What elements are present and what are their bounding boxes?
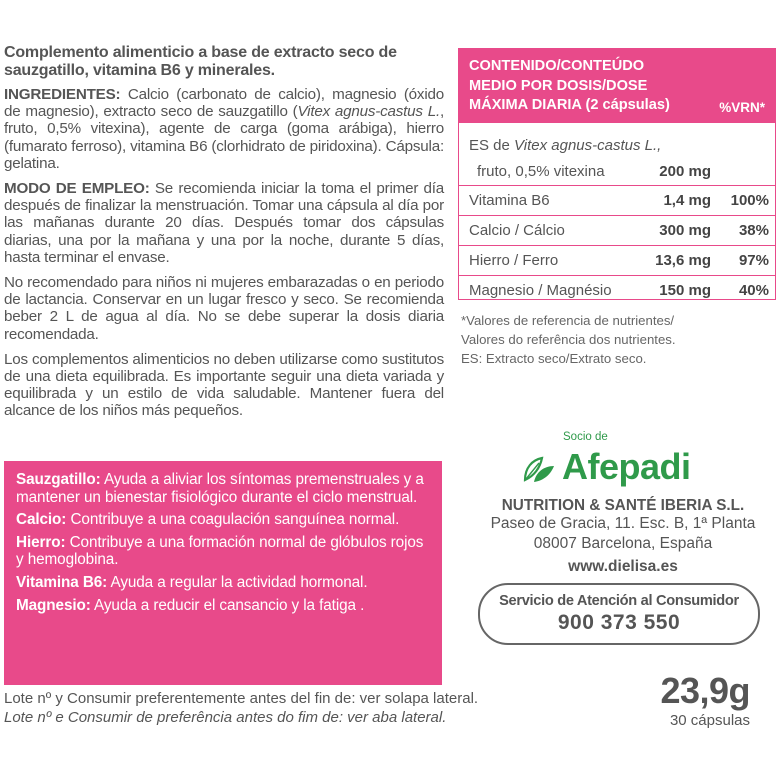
table-notes xyxy=(461,311,781,368)
company-address-line1: Paseo de Gracia, 11. Esc. B, 1ª Planta xyxy=(490,515,756,532)
row-amount: 13,6 mg xyxy=(655,252,711,269)
company-website: www.dielisa.es xyxy=(568,558,678,575)
benefit-term: Hierro: xyxy=(16,533,66,551)
ingredients-label: INGREDIENTES: xyxy=(4,86,121,103)
header-line: MÁXIMA DIARIA (2 cápsulas) xyxy=(469,97,670,113)
benefit-vitamina-b6 xyxy=(16,574,430,592)
batch-info-pt: Lote nº e Consumir de preferência antes do fim de: ver aba lateral. xyxy=(4,709,447,726)
ingredients-latin-name: Vitex agnus-castus L. xyxy=(297,103,440,121)
benefit-term: Magnesio: xyxy=(16,596,91,614)
batch-info-es: Lote nº y Consumir preferentemente antes del fin de: ver solapa lateral. xyxy=(4,690,479,707)
header-line: CONTENIDO/CONTEÚDO xyxy=(469,58,645,74)
net-weight: 23,9g xyxy=(660,670,750,711)
leaf-logo-icon xyxy=(522,452,556,484)
benefits-box xyxy=(4,461,442,685)
benefit-sauzgatillo xyxy=(16,471,430,506)
ingredients-text-b: , fruto, 0,5% vitexina), agente de carga (goma arábiga), hierro (fumarato ferroso), vitamina B6 (clorhidrato de piridoxina). Cápsula: gelatina. xyxy=(4,103,444,172)
partner-label: Socio de xyxy=(563,431,608,443)
row-percent: 97% xyxy=(738,252,769,269)
nutrition-table-header xyxy=(459,49,775,123)
benefit-hierro xyxy=(16,534,430,569)
row-amount: 300 mg xyxy=(659,222,711,239)
benefit-term: Calcio: xyxy=(16,511,67,529)
benefit-term: Sauzgatillo: xyxy=(16,471,101,488)
company-address-line2: 08007 Barcelona, España xyxy=(533,535,713,552)
note-line: Valores do referência dos nutrientes. xyxy=(461,332,676,347)
header-line: MEDIO POR DOSIS/DOSE xyxy=(469,77,648,94)
row-percent: 40% xyxy=(738,282,769,299)
usage-label: MODO DE EMPLEO: xyxy=(4,180,150,198)
usage-paragraph xyxy=(4,180,444,266)
row-amount: 1,4 mg xyxy=(663,192,711,209)
row-name-line2: fruto, 0,5% vitexina xyxy=(477,163,605,180)
ingredients-paragraph xyxy=(4,86,444,172)
warning-paragraph: No recomendado para niños ni mujeres embarazadas o en periodo de lactancia. Conservar en un lugar fresco y seco. Se recomienda beber 2 L de agua al día. No se debe superar la dosis diaria recomendada. xyxy=(4,274,444,343)
benefit-text: Contribuye a una formación normal de glóbulos rojos y hemoglobina. xyxy=(16,533,424,569)
customer-service-box xyxy=(478,583,760,645)
ingredients-text-a: Calcio (carbonato de calcio), magnesio (óxido de magnesio), extracto seco de sauzgatillo ( xyxy=(4,86,444,121)
note-line: *Valores de referencia de nutrientes/ xyxy=(461,313,675,328)
batch-info xyxy=(4,689,524,727)
row-name: Magnesio / Magnésio xyxy=(469,282,612,299)
company-name: NUTRITION & SANTÉ IBERIA S.L. xyxy=(501,497,745,514)
note-line: ES: Extracto seco/Extrato seco. xyxy=(461,351,647,366)
row-name: Vitamina B6 xyxy=(469,192,550,209)
partner-logo-text: Afepadi xyxy=(562,446,691,487)
table-row xyxy=(459,275,775,305)
benefit-text: Ayuda a aliviar los síntomas premenstruales y a mantener un bienestar fisiológico durante el ciclo menstrual. xyxy=(16,471,424,506)
benefit-calcio xyxy=(16,511,430,529)
table-row xyxy=(459,215,775,245)
header-vrn: %VRN* xyxy=(719,99,765,115)
table-row xyxy=(459,123,775,185)
customer-service-phone: 900 373 550 xyxy=(557,611,681,634)
product-info-column xyxy=(4,44,444,428)
row-name-latin: Vitex agnus-castus L., xyxy=(514,137,662,154)
benefit-text: Ayuda a reducir el cansancio y la fatiga . xyxy=(90,596,365,614)
row-percent: 38% xyxy=(738,222,769,239)
disclaimer-paragraph: Los complementos alimenticios no deben utilizarse como sustitutos de una dieta equilibrada. Es importante seguir una dieta variada y equilibrada y un estilo de vida saludable. Mantener fuera del alcance de los niños más pequeños. xyxy=(4,350,444,420)
benefit-text: Ayuda a regular la actividad hormonal. xyxy=(107,573,368,591)
table-row xyxy=(459,185,775,215)
capsule-count: 30 cápsulas xyxy=(669,712,750,729)
row-name: Hierro / Ferro xyxy=(469,252,559,269)
usage-text: Se recomienda iniciar la toma el primer día después de finalizar la menstruación. Tomar una cápsula al día por las mañanas durante 20 días. Después tomar dos cápsulas diarias, una por la mañana y una por la noche, durante 5 días, hasta terminar el envase. xyxy=(4,180,444,266)
nutrition-table xyxy=(458,48,776,300)
row-name: Calcio / Cálcio xyxy=(469,222,565,239)
product-description: Complemento alimenticio a base de extracto seco de sauzgatillo, vitamina B6 y minerales. xyxy=(4,44,397,79)
benefit-magnesio xyxy=(16,597,430,615)
customer-service-label: Servicio de Atención al Consumidor xyxy=(499,593,739,609)
row-name xyxy=(469,137,661,154)
row-amount: 200 mg xyxy=(659,163,711,180)
table-row xyxy=(459,245,775,275)
row-percent: 100% xyxy=(730,192,769,209)
benefit-text: Contribuye a una coagulación sanguínea normal. xyxy=(66,511,400,529)
row-name-prefix: ES de xyxy=(469,137,515,154)
row-amount: 150 mg xyxy=(659,282,711,299)
benefit-term: Vitamina B6: xyxy=(16,573,108,591)
